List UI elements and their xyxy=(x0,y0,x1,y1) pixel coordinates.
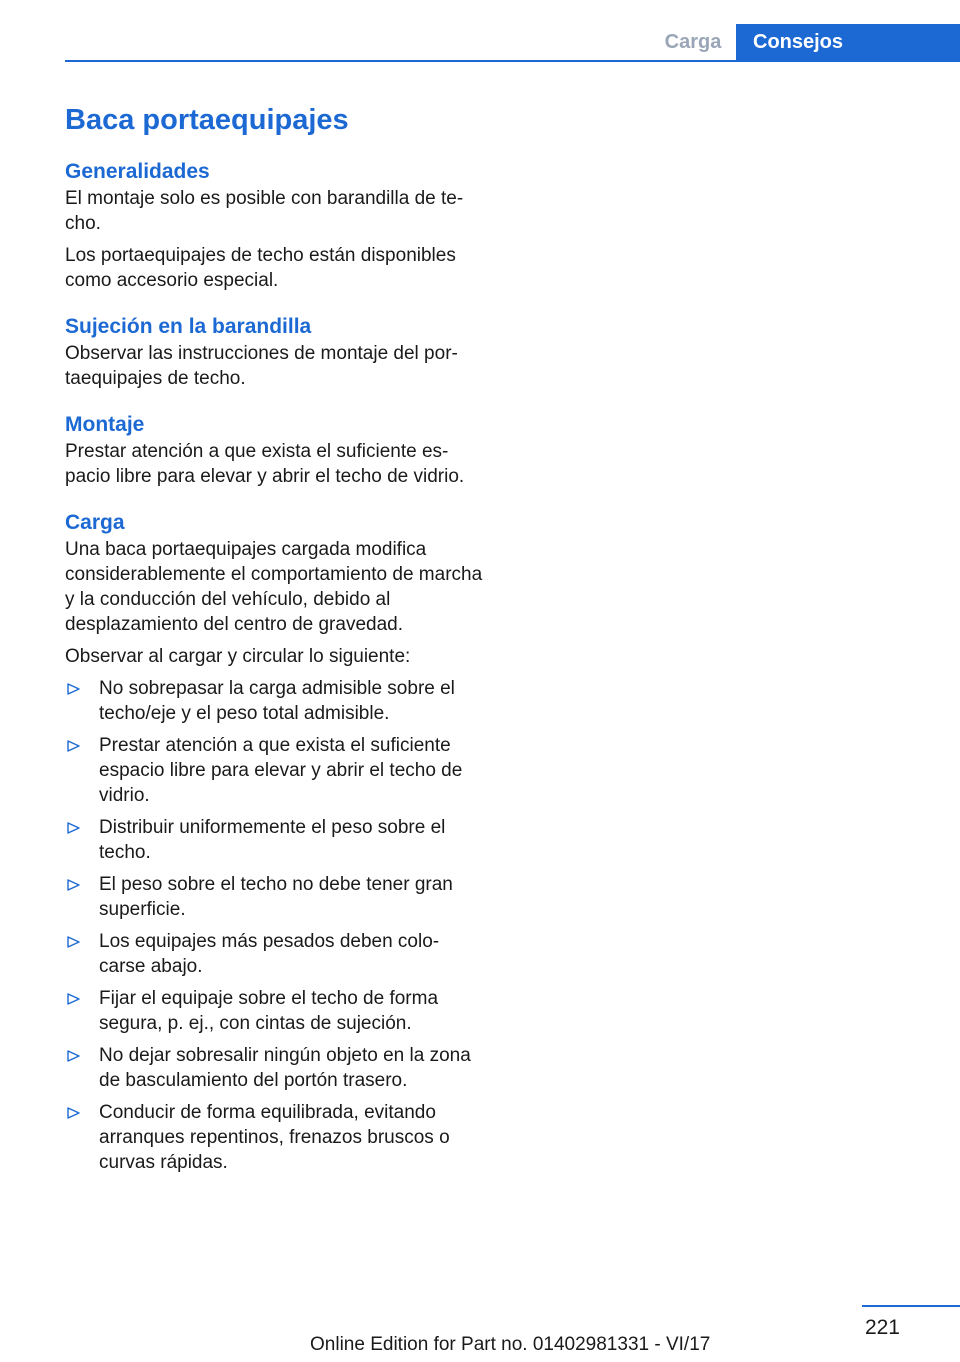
header-tab-carga[interactable]: Carga xyxy=(664,31,722,53)
triangle-right-icon xyxy=(67,1100,81,1125)
list-item-text: Los equipajes más pesados deben colo‐ carse abajo. xyxy=(99,931,440,977)
list-item-text: El peso sobre el techo no debe tener gran superficie. xyxy=(99,874,453,920)
triangle-right-icon xyxy=(67,1043,81,1068)
triangle-right-icon xyxy=(67,872,81,897)
list-item xyxy=(65,1043,485,1093)
list-item xyxy=(65,986,485,1036)
triangle-right-icon xyxy=(67,815,81,840)
page-number: 221 xyxy=(864,1316,900,1339)
section-heading-mounting: Montaje xyxy=(65,413,145,436)
list-item xyxy=(65,929,485,979)
list-item-text: Prestar atención a que exista el suficiente espacio libre para elevar y abrir el techo de vidrio. xyxy=(99,735,463,806)
triangle-right-icon xyxy=(67,676,81,701)
paragraph: Observar al cargar y circular lo siguiente: xyxy=(65,646,411,667)
paragraph: Los portaequipajes de techo están disponibles como accesorio especial. xyxy=(65,245,456,291)
triangle-right-icon xyxy=(67,929,81,954)
header-divider xyxy=(65,60,960,62)
section-heading-load: Carga xyxy=(65,511,125,534)
paragraph: Una baca portaequipajes cargada modifica considerablemente el comportamiento de marcha y la conducción del vehículo, debido al desplazamiento del centro de gravedad. xyxy=(65,539,483,635)
list-item xyxy=(65,733,485,808)
footer-divider xyxy=(862,1305,960,1307)
main-content xyxy=(65,98,485,1182)
bullet-list xyxy=(65,676,485,1175)
paragraph: El montaje solo es posible con barandilla de te‐ cho. xyxy=(65,188,464,234)
list-item-text: Conducir de forma equilibrada, evitando arranques repentinos, frenazos bruscos o curvas rápidas. xyxy=(99,1102,450,1173)
page-title: Baca portaequipajes xyxy=(65,104,349,136)
list-item xyxy=(65,872,485,922)
list-item xyxy=(65,815,485,865)
section-heading-fastening: Sujeción en la barandilla xyxy=(65,315,312,338)
list-item xyxy=(65,1100,485,1175)
section-heading-general: Generalidades xyxy=(65,160,210,183)
list-item xyxy=(65,676,485,726)
paragraph: Observar las instrucciones de montaje del por‐ taequipajes de techo. xyxy=(65,343,458,389)
edition-note: Online Edition for Part no. 01402981331 - VI/17 xyxy=(310,1334,711,1355)
paragraph: Prestar atención a que exista el suficiente es‐ pacio libre para elevar y abrir el techo de vidrio. xyxy=(65,441,465,487)
list-item-text: No dejar sobresalir ningún objeto en la zona de basculamiento del portón trasero. xyxy=(99,1045,471,1091)
list-item-text: No sobrepasar la carga admisible sobre el techo/eje y el peso total admisible. xyxy=(99,678,455,724)
triangle-right-icon xyxy=(67,733,81,758)
triangle-right-icon xyxy=(67,986,81,1011)
list-item-text: Distribuir uniformemente el peso sobre el techo. xyxy=(99,817,446,863)
list-item-text: Fijar el equipaje sobre el techo de forma segura, p. ej., con cintas de sujeción. xyxy=(99,988,439,1034)
header-tab-consejos[interactable]: Consejos xyxy=(736,24,960,61)
